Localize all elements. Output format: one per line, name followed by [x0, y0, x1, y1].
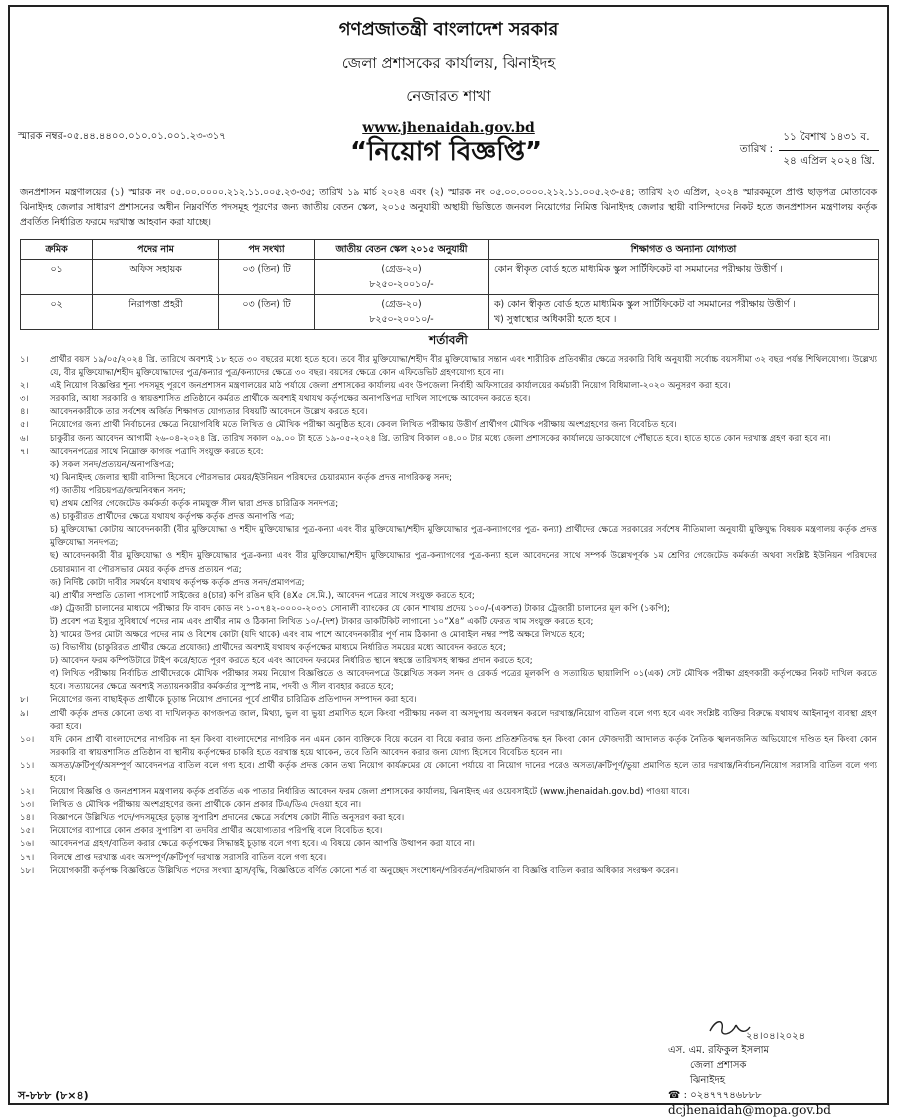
condition-body: [50, 708, 877, 734]
email-address[interactable]: dcjhenaidah@mopa.gov.bd: [668, 1103, 831, 1117]
condition-subitem: ঠ) খামের উপর মোটা অক্ষরে পদের নাম ও বিশেষ কোটা (যদি থাকে) এবং বাম পাশে আবেদনকারীর পূর্ণ নাম ঠিকানা ও মোবাইল নম্বর স্পষ্ট অক্ষরে লিখতে হবে;: [50, 629, 585, 640]
condition-body: [50, 694, 877, 707]
condition-body: [50, 380, 877, 393]
condition-subitem: ড) বিভাগীয় (চাকুরিরত প্রার্থীর ক্ষেত্রে প্রযোজ্য) প্রার্থীদের অবশ্যই যথাযথ কর্তৃপক্ষের মাধ্যমে নির্ধারিত সময়ের মধ্যে আবেদন করতে হবে;: [50, 643, 506, 654]
condition-subitem: ঝ) প্রার্থীর সম্প্রতি তোলা পাসপোর্ট সাইজের ৪(চার) কপি রঙিন ছবি (৪X৫ সে.মি.), আবেদন পত্রের সাথে সংযুক্ত করতে হবে;: [50, 590, 475, 601]
condition-number: ১৬।: [20, 839, 35, 850]
signature-date: ২৪।০৪।২০২৪: [746, 1031, 806, 1042]
website-link[interactable]: www.jhenaidah.gov.bd: [362, 120, 535, 136]
date-english: ২৪ এপ্রিল ২০২৪ খ্রি.: [783, 155, 875, 167]
condition-text: লিখিত ও মৌখিক পরীক্ষায় অংশগ্রহণের জন্য প্রার্থীকে কোন প্রকার টিএ/ডিএ দেওয়া হবে না।: [50, 800, 362, 811]
condition-number: ২।: [20, 381, 29, 392]
date-label: তারিখ :: [739, 143, 774, 155]
post-count-cell: ০৩ (তিন) টি: [219, 260, 315, 295]
condition-body: [50, 760, 877, 786]
condition-item: [20, 694, 877, 707]
notice-title: “নিয়োগ বিজ্ঞপ্তি”: [350, 137, 543, 167]
condition-subitem: জ) নির্দিষ্ট কোটা দাবীর সমর্থনে যথাযথ কর্তৃপক্ষ কর্তৃক প্রদত্ত সনদ/প্রমাণপত্র;: [50, 577, 305, 588]
condition-body: [50, 812, 877, 825]
condition-text: নিয়োগকারী কর্তৃপক্ষ বিজ্ঞপ্তিতে উল্লিখিত পদের সংখ্যা হ্রাস/বৃদ্ধি, বিজ্ঞপ্তিতে বর্ণিত কোনো শর্ত বা অনুচ্ছেদ সংশোধন/পরিবর্তন/পরিমার্জন বা বিজ্ঞপ্তি বাতিল করার অধিকার সংরক্ষণ করেন।: [50, 865, 679, 876]
condition-text: যদি কোন প্রার্থী বাংলাদেশের নাগরিক না হন কিংবা বাংলাদেশের নাগরিক নন এমন কোন ব্যক্তিকে বিয়ে করেন বা বিয়ে করার জন্য প্রতিশ্রুতিবদ্ধ হন কিংবা কোন ফৌজদারী আদালত কর্তৃক নৈতিক স্খলনজনিত অভিযোগে দণ্ডিত হন কিংবা কোন সরকারি বা স্বায়ত্তশাসিত প্রতিষ্ঠান বা স্থানীয় কর্তৃপক্ষের চাকরি হতে বরখাস্ত হয়ে থাকেন, তবে তিনি আবেদন করার জন্য যোগ্য হিসেবে বিবেচিত হবেন না।: [50, 734, 877, 758]
letterhead: [10, 15, 887, 136]
condition-body: [50, 838, 877, 851]
column-header: ক্রমিক: [21, 240, 93, 260]
signer-designation: জেলা প্রশাসক: [690, 1060, 747, 1071]
signature-mark: [706, 1017, 806, 1043]
pay-scale-cell: [315, 295, 489, 330]
condition-item: [20, 354, 877, 380]
condition-item: [20, 446, 877, 695]
grade-text: (গ্রেড-২০): [381, 299, 422, 310]
condition-text: বিলম্বে প্রাপ্ত দরখাস্ত এবং অসম্পূর্ণ/ক্রটিপূর্ণ দরখাস্ত সরাসরি বাতিল বলে গণ্য হবে।: [50, 852, 327, 863]
condition-item: [20, 865, 877, 878]
condition-text: আবেদনকারীকে তার সর্বশেষ অর্জিত শিক্ষাগত যোগ্যতার বিষয়টি আবেদনে উল্লেখ করতে হবে।: [50, 407, 368, 418]
table-row: [21, 295, 879, 330]
condition-text: নিয়োগের জন্য প্রার্থী নির্বাচনের ক্ষেত্রে নিয়োগবিধি মতে লিখিত ও মৌখিক পরীক্ষা অনুষ্ঠিত হবে। কেবল লিখিত পরীক্ষায় উত্তীর্ণ প্রার্থীগণ মৌখিক পরীক্ষায় অংশগ্রহণের জন্য বিবেচিত হবে।: [50, 420, 677, 431]
condition-item: [20, 786, 877, 799]
condition-item: [20, 799, 877, 812]
condition-number: ১০।: [20, 734, 35, 745]
office-name: জেলা প্রশাসকের কার্যালয়, ঝিনাইদহ: [341, 54, 556, 72]
condition-number: ৩।: [20, 394, 29, 405]
condition-item: [20, 406, 877, 419]
scale-text: ৮২৫০-২০০১০/-: [369, 314, 434, 325]
condition-text: অসত্য/ক্রটিপূর্ণ/অসম্পূর্ণ আবেদনপত্র বাতিল বলে গণ্য হবে। প্রার্থী কর্তৃক প্রদত্ত কোন তথ্য নিয়োগ কার্যক্রমের যে কোনো পর্যায়ে বা নিয়োগ দানের পরেও অসত্য/ক্রটিপূর্ণ/ভুয়া প্রমাণিত হলে তার দরখাস্ত/নির্বাচন/নিয়োগ সরাসরি বাতিল বলে গণ্য হবে।: [50, 760, 877, 784]
condition-text: বিজ্ঞাপনে উল্লিখিত পদে/পদসমূহের চূড়ান্ত সুপারিশ প্রদানের ক্ষেত্রে সর্বশেষ কোটা নীতি অনুসরণ করা হবে।: [50, 813, 405, 824]
condition-number: ৬।: [20, 433, 29, 444]
condition-text: চাকুরীর জন্য আবেদন আগামী ২৬-০৪-২০২৪ খ্রি. তারিখ সকাল ০৯.০০ টা হতে ১৯-০৫-২০২৪ খ্রি. তারিখ বিকাল ০৪.০০ টার মধ্যে জেলা প্রশাসকের কার্যালয়ে ডাকযোগে পৌঁছাতে হবে। হাতে হাতে কোন দরখাস্ত গ্রহণ করা হবে না।: [50, 433, 831, 444]
condition-item: [20, 838, 877, 851]
scale-text: ৮২৫০-২০০১০/-: [369, 279, 434, 290]
condition-body: [50, 865, 877, 878]
condition-subitem: ঙ) চাকুরীরত প্রার্থীদের ক্ষেত্রে যথাযথ কর্তৃপক্ষ কর্তৃক প্রদত্ত অনাপত্তি পত্র;: [50, 512, 295, 523]
signer-name: এস. এম. রফিকুল ইসলাম: [668, 1045, 770, 1056]
serial-cell: ০২: [21, 295, 93, 330]
condition-body: [50, 433, 877, 446]
condition-item: [20, 812, 877, 825]
condition-text: এই নিয়োগ বিজ্ঞপ্তির শূন্য পদসমূহ পূরণে জনপ্রশাসন মন্ত্রণালয়ের মাঠ পর্যায়ে জেলা প্রশাসকের কার্যালয় এবং উপজেলা নির্বাহী অফিসারের কার্যালয়ের কর্মচারী নিয়োগ বিধিমালা-২০২০ অনুসরণ করা হবে।: [50, 381, 731, 392]
condition-body: [50, 354, 877, 380]
notice-page: [8, 5, 889, 1117]
condition-subitem: ঞ) ট্রেজারী চালানের মাধ্যমে পরীক্ষার ফি বাবদ কোড নং ১-০৭৪২-০০০০-২০৩১ সোনালী ব্যাংকের যে কোন শাখায় প্রদেয় ১০০/-(একশত) টাকার ট্রেজারী চালানের মূল কপি (১কপি);: [50, 603, 670, 614]
condition-number: ১১।: [20, 760, 35, 771]
condition-item: [20, 825, 877, 838]
posts-table: [20, 239, 879, 330]
intro-paragraph: জনপ্রশাসন মন্ত্রণালয়ের (১) স্মারক নং ০৫.০০.০০০০.২১২.১১.০০৫.২৩-৩৫; তারিখ ১৯ মার্চ ২০২৪ এবং (২) স্মারক নং ০৫.০০.০০০০.২১২.১১.০০৫.২৩-৫৪; তারিখ ২৩ এপ্রিল, ২০২৪ স্মারকমূলে প্রাপ্ত ছাড়পত্র মোতাবেক ঝিনাইদহ জেলার সাধারণ প্রশাসনের অধীন নিম্নবর্ণিত পদসমূহ পূরণের জন্য জাতীয় বেতন স্কেল, ২০১৫ অনুযায়ী অস্থায়ী ভিত্তিতে জনবল নিয়োগের নিমিত্ত ঝিনাইদহ জেলার স্থায়ী বাসিন্দাদের নিকট হতে জনপ্রশাসন মন্ত্রণালয় কর্তৃক প্রবর্তিত নির্ধারিত ফরমে দরখাস্ত আহবান করা যাচ্ছে।: [20, 187, 877, 228]
serial-cell: ০১: [21, 260, 93, 295]
condition-item: [20, 852, 877, 865]
condition-number: ১৭।: [20, 852, 35, 863]
condition-text: আবেদনপত্র গ্রহণ/বাতিল করার ক্ষেত্রে কর্তৃপক্ষের সিদ্ধান্তই চূড়ান্ত বলে গণ্য হবে। এ বিষয়ে কোন আপত্তি উত্থাপন করা যাবে না।: [50, 839, 475, 850]
post-name-cell: নিরাপত্তা প্রহরী: [93, 295, 219, 330]
condition-text: সরকারি, আধা সরকারি ও স্বায়ত্তশাসিত প্রতিষ্ঠানে কর্মরত প্রার্থীকে অবশ্যই যথাযথ কর্তৃপক্ষের অনাপত্তিপত্র দাখিল সাপেক্ষে আবেদন করতে হবে।: [50, 394, 531, 405]
condition-subitem: ছ) আবেদনকারী বীর মুক্তিযোদ্ধা ও শহীদ মুক্তিযোদ্ধার পুত্র-কন্যা এবং বীর মুক্তিযোদ্ধা/শহীদ মুক্তিযোদ্ধার পুত্র-কন্যাগণের পুত্র-কন্যা হলে আবেদনের সাথে সম্পর্ক উল্লেখপূর্বক ১ম শ্রেণির গেজেটেড কর্মকর্তা অথবা সংশ্লিষ্ট ইউনিয়ন পরিষদের চেয়ারম্যান বা পৌরসভার মেয়র কর্তৃক প্রদত্ত প্রত্যয়ন পত্র;: [50, 551, 877, 575]
condition-body: [50, 734, 877, 760]
column-header: পদ সংখ্যা: [219, 240, 315, 260]
column-header: শিক্ষাগত ও অন্যান্য যোগ্যতা: [489, 240, 879, 260]
condition-subitem: চ) মুক্তিযোদ্ধা কোটায় আবেদনকারী (বীর মুক্তিযোদ্ধা ও শহীদ মুক্তিযোদ্ধার পুত্র-কন্যা এবং বীর মুক্তিযোদ্ধা/শহীদ মুক্তিযোদ্ধার পুত্র-কন্যাগণের পুত্র- কন্যা) প্রার্থীদের ক্ষেত্রে সরকারের সর্বশেষ নীতিমালা অনুযায়ী মুক্তিযুদ্ধ বিষয়ক মন্ত্রণালয় কর্তৃক প্রদত্ত মুক্তিযোদ্ধা সনদপত্র;: [50, 525, 877, 549]
qualification-cell: [489, 295, 879, 330]
condition-number: ১৪।: [20, 813, 35, 824]
condition-body: [50, 799, 877, 812]
conditions-list: [20, 354, 877, 878]
condition-subitem: ণ) লিখিত পরীক্ষায় নির্বাচিত প্রার্থীদেরকে মৌখিক পরীক্ষার সময় নিয়োগ বিজ্ঞপ্তিতে ও আবেদনপত্রে উল্লেখিত সকল সনদ ও রেকর্ড পত্রের মূলকপি ও সত্যায়িত ছায়ালিপি ০১(এক) সেট মৌখিক পরীক্ষা গ্রহণকারী কর্তৃপক্ষের নিকট দাখিল করতে হবে। সত্যায়নের ক্ষেত্রে অবশ্যই সত্যায়নকারীর কর্মকর্তার সুস্পষ্ট নাম, পদবী ও সীল ব্যবহার করতে হবে;: [50, 669, 877, 693]
column-header: পদের নাম: [93, 240, 219, 260]
condition-body: [50, 825, 877, 838]
qualification-line: ক) কোন স্বীকৃত বোর্ড হতে মাধ্যমিক স্কুল সার্টিফিকেট বা সমমানের পরীক্ষায় উত্তীর্ণ ।: [494, 299, 796, 310]
condition-number: ৪।: [20, 407, 29, 418]
condition-subitem: ক) সকল সনদ/প্রত্যয়ন/অনাপত্তিপত্র;: [50, 459, 175, 470]
condition-body: [50, 446, 877, 695]
condition-number: ১৫।: [20, 826, 35, 837]
condition-number: ৫।: [20, 420, 29, 431]
government-name: গণপ্রজাতন্ত্রী বাংলাদেশ সরকার: [338, 19, 559, 40]
condition-item: [20, 760, 877, 786]
condition-number: ৮।: [20, 695, 29, 706]
condition-number: ৭।: [20, 446, 29, 457]
condition-body: [50, 419, 877, 432]
condition-subitem: ট) প্রবেশ পত্র ইস্যুর সুবিধার্থে পদের নাম এবং প্রার্থীর নাম ও ঠিকানা লিখিত ১০/-(দশ) টাকার ডাকটিকিট লাগানো ১০”X৪” একটি ফেরত খাম সংযুক্ত করতে হবে;: [50, 616, 594, 627]
table-header-row: [21, 240, 879, 260]
condition-text: প্রার্থীর বয়স ১৯/০৫/২০২৪ খ্রি. তারিখে অবশ্যই ১৮ হতে ৩০ বছরের মধ্যে হতে হবে। তবে বীর মুক্তিযোদ্ধা/শহীদ বীর মুক্তিযোদ্ধার সন্তান এবং শারীরিক প্রতিবন্ধীর ক্ষেত্রে সরকারি বিধি অনুযায়ী সর্বোচ্চ বয়সসীমা ৩২ বছর পর্যন্ত শিথিলযোগ্য। উল্লেখ্য যে, বীর মুক্তিযোদ্ধা/শহীদ মুক্তিযোদ্ধাদের পুত্র/কন্যার পুত্র/কন্যাদের ক্ষেত্রে ৩০ বছর। বয়সের ক্ষেত্রে কোন এফিডেভিট গ্রহণযোগ্য হবে না।: [50, 355, 877, 379]
condition-item: [20, 734, 877, 760]
qualification-line: খ) সুস্বাস্থ্যের অধিকারী হতে হবে ।: [494, 314, 617, 325]
signer-place: ঝিনাইদহ: [690, 1075, 726, 1086]
condition-text: নিয়োগ বিজ্ঞপ্তি ও জনপ্রশাসন মন্ত্রণালয় কর্তৃক প্রবর্তিত এক পাতার নির্ধারিত আবেদন ফরম জেলা প্রশাসকের কার্যালয়, ঝিনাইদহ এর ওয়েবসাইটে (www.jhenaidah.gov.bd) পাওয়া যাবে।: [50, 787, 690, 798]
qualification-cell: [489, 260, 879, 295]
condition-number: ১।: [20, 355, 29, 365]
footer-code: স-৮৮৮ (৮×৪): [18, 1089, 89, 1102]
condition-number: ১৩।: [20, 800, 35, 811]
condition-body: [50, 852, 877, 865]
post-name-cell: অফিস সহায়ক: [93, 260, 219, 295]
condition-number: ১৮।: [20, 865, 35, 876]
condition-body: [50, 786, 877, 799]
condition-text: আবেদনপত্রের সাথে নিম্নোক্ত কাগজ পত্রাদি সংযুক্ত করতে হবে:: [50, 446, 264, 457]
condition-item: [20, 708, 877, 734]
condition-subitem: ঢ) আবেদন ফরম কম্পিউটারে টাইপ করে/হাতে পূরণ করতে হবে এবং আবেদন ফরমের নির্ধারিত স্থানে স্বহস্তে তারিখসহ স্বাক্ষর প্রদান করতে হবে;: [50, 656, 533, 667]
conditions-title: শর্তাবলী: [429, 333, 468, 347]
condition-item: [20, 419, 877, 432]
post-count-cell: ০৩ (তিন) টি: [219, 295, 315, 330]
condition-body: [50, 406, 877, 419]
grade-text: (গ্রেড-২০): [381, 264, 422, 275]
condition-number: ৯।: [20, 708, 29, 719]
condition-item: [20, 380, 877, 393]
signature-block: [668, 1017, 831, 1118]
condition-item: [20, 393, 877, 406]
section-name: নেজারত শাখা: [406, 87, 491, 105]
condition-body: [50, 393, 877, 406]
memo-number: স্মারক নম্বর-০৫.৪৪.৪৪০০.০১০.০১.০০১.২৩-৩১৭: [18, 131, 226, 142]
column-header: জাতীয় বেতন স্কেল ২০১৫ অনুযায়ী: [315, 240, 489, 260]
date-block: [740, 127, 879, 174]
phone-number: : ০২৪৭৭৭৪৬৮৮৮: [683, 1090, 762, 1101]
condition-item: [20, 433, 877, 446]
condition-text: নিয়োগের জন্য বাছাইকৃত প্রার্থীকে চূড়ান্ত নিয়োগ প্রদানের পূর্বে প্রার্থীর চারিত্রিক প্রতিপাদন সম্পাদন করা হবে।: [50, 695, 417, 706]
phone-line: [668, 1088, 831, 1103]
table-row: [21, 260, 879, 295]
date-bangla: ১১ বৈশাখ ১৪৩১ ব.: [779, 127, 879, 151]
qualification-line: কোন স্বীকৃত বোর্ড হতে মাধ্যমিক স্কুল সার্টিফিকেট বা সমমানের পরীক্ষায় উত্তীর্ণ ।: [494, 264, 783, 275]
condition-subitem: গ) জাতীয় পরিচয়পত্র/জন্মনিবন্ধন সনদ;: [50, 485, 186, 496]
phone-icon: ☎: [668, 1090, 681, 1101]
condition-text: নিয়োগের ব্যাপারে কোন প্রকার সুপারিশ বা তদবির প্রার্থীর অযোগ্যতার পরিপন্থি বলে বিবেচিত হবে।: [50, 826, 383, 837]
pay-scale-cell: [315, 260, 489, 295]
condition-number: ১২।: [20, 787, 35, 798]
condition-subitem: খ) ঝিনাইদহ জেলার স্থায়ী বাসিন্দা হিসেবে পৌরসভার মেয়র/ইউনিয়ন পরিষদের চেয়ারম্যান কর্তৃক প্রদত্ত নাগরিকত্ব সনদ;: [50, 472, 452, 483]
condition-text: প্রার্থী কর্তৃক প্রদত্ত কোনো তথ্য বা দাখিলকৃত কাগজপত্র জাল, মিথ্যা, ভুল বা ভুয়া প্রমাণিত হলে কিংবা পরীক্ষায় নকল বা অসদুপায় অবলম্বন করলে দরখাস্ত/নিয়োগ বাতিল বলে গণ্য হবে এবং সংশ্লিষ্ট ব্যক্তির বিরুদ্ধে যথাযথ আইনানুগ ব্যবস্থা গ্রহণ করা হবে।: [50, 708, 877, 732]
condition-subitem: ঘ) প্রথম শ্রেণির গেজেটেড কর্মকর্তা কর্তৃক নামযুক্ত সীল দ্বারা প্রদত্ত চারিত্রিক সনদপত্র;: [50, 499, 339, 510]
